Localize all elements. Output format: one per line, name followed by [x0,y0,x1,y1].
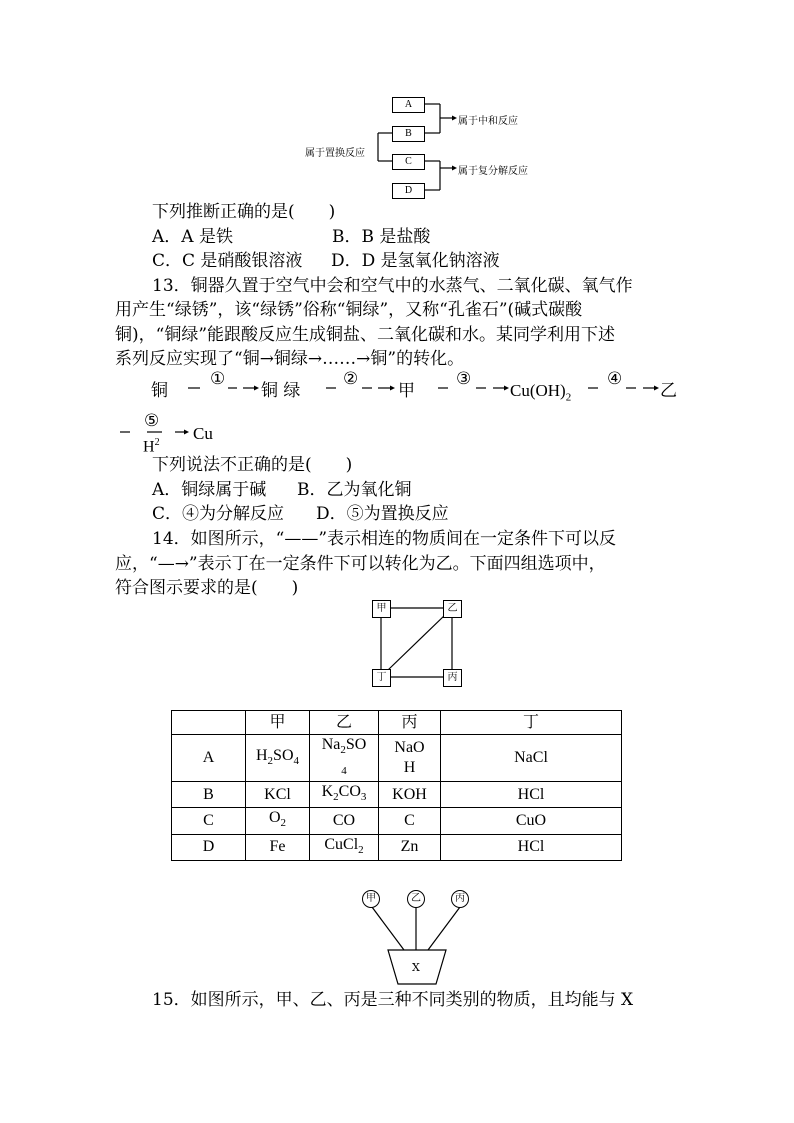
q12-stem: 下列推断正确的是( ) [152,202,336,222]
table-cell: KOH [379,782,441,808]
table-cell: $H_2SO_4$ [246,735,310,782]
node-jia: 甲 [372,600,391,618]
chain-copper-hydroxide: $Cu(OH)_2$ [510,381,572,404]
q13-text-line3: 铜)，“铜绿”能跟酸反应生成铜盐、二氧化碳和水。某同学利用下述 [115,325,616,345]
box-c: C [392,154,425,170]
q13-text-line2: 用产生“绿锈”，该“绿锈”俗称“铜绿”，又称“孔雀石”(碱式碳酸 [115,300,583,320]
chain-hydrogen: $H^2$ [143,437,160,456]
q15-text-line1: 15．如图所示，甲、乙、丙是三种不同类别的物质，且均能与 X [152,990,634,1010]
box-b: B [392,126,425,142]
chain-jia: 甲 [398,381,415,401]
label-double-decomposition: 属于复分解反应 [458,166,528,177]
q13-option-a: A．铜绿属于碱 [152,480,267,500]
chain-step1: ① [210,369,226,389]
table-cell: KCl [246,782,310,808]
q14-text-line1: 14．如图所示，“——”表示相连的物质间在一定条件下可以反 [152,529,617,549]
chain-step4: ④ [607,369,623,389]
table-cell: C [379,808,441,834]
q13-option-d: D．⑤为置换反应 [316,504,449,524]
table-cell: Zn [379,834,441,860]
row-label: A [172,735,246,782]
q13-option-b: B．乙为氧化铜 [297,480,412,500]
circle-yi: 乙 [407,890,425,908]
box-a: A [392,97,425,113]
table-header: 甲 [246,711,310,735]
row-label: C [172,808,246,834]
q14-text-line3: 符合图示要求的是( ) [115,578,299,598]
chain-step3: ③ [456,369,472,389]
q13-stem: 下列说法不正确的是( ) [152,455,353,475]
chain-step5: ⑤ [144,411,160,431]
table-header: 丁 [441,711,622,735]
row-label: D [172,834,246,860]
table-cell: Fe [246,834,310,860]
chain-cu-final: Cu [193,424,213,443]
table-cell: CO [310,808,379,834]
q12-option-a: A．A 是铁 [152,227,233,247]
table-cell: HCl [441,782,622,808]
node-bing: 丙 [443,669,462,687]
label-neutralization: 属于中和反应 [458,116,518,127]
box-d: D [392,183,425,199]
q13-text-line1: 13．铜器久置于空气中会和空气中的水蒸气、二氧化碳、氧气作 [152,276,633,296]
circle-jia: 甲 [362,890,380,908]
table-header: 丙 [379,711,441,735]
table-cell: NaCl [441,735,622,782]
table-header: 乙 [310,711,379,735]
table-cell: CuCl$_2$ [310,834,379,860]
circle-bing: 丙 [451,890,469,908]
label-replacement: 属于置换反应 [305,148,365,159]
chain-yi: 乙 [660,381,677,401]
row-label: B [172,782,246,808]
node-ding: 丁 [372,669,391,687]
table-cell: NaO H [379,735,441,782]
node-yi: 乙 [443,600,462,618]
q12-option-b: B．B 是盐酸 [332,227,431,247]
chain-step2: ② [343,369,359,389]
chain-copper-green: 铜 绿 [261,381,301,401]
table-cell: $Na_2SO$ 4 [310,735,379,782]
funnel-label-x: X [412,961,420,974]
q12-option-c: C．C 是硝酸银溶液 [152,251,303,271]
table-cell: $O_2$ [246,808,310,834]
table-cell: HCl [441,834,622,860]
table-cell: CuO [441,808,622,834]
q13-text-line4: 系列反应实现了“铜→铜绿→……→铜”的转化。 [115,349,465,369]
table-cell: $K_2CO_3$ [310,782,379,808]
q12-option-d: D．D 是氢氧化钠溶液 [331,251,500,271]
chain-copper: 铜 [151,381,168,401]
q14-text-line2: 应，“—→”表示丁在一定条件下可以转化为乙。下面四组选项中， [115,554,606,574]
q13-option-c: C．④为分解反应 [152,504,285,524]
